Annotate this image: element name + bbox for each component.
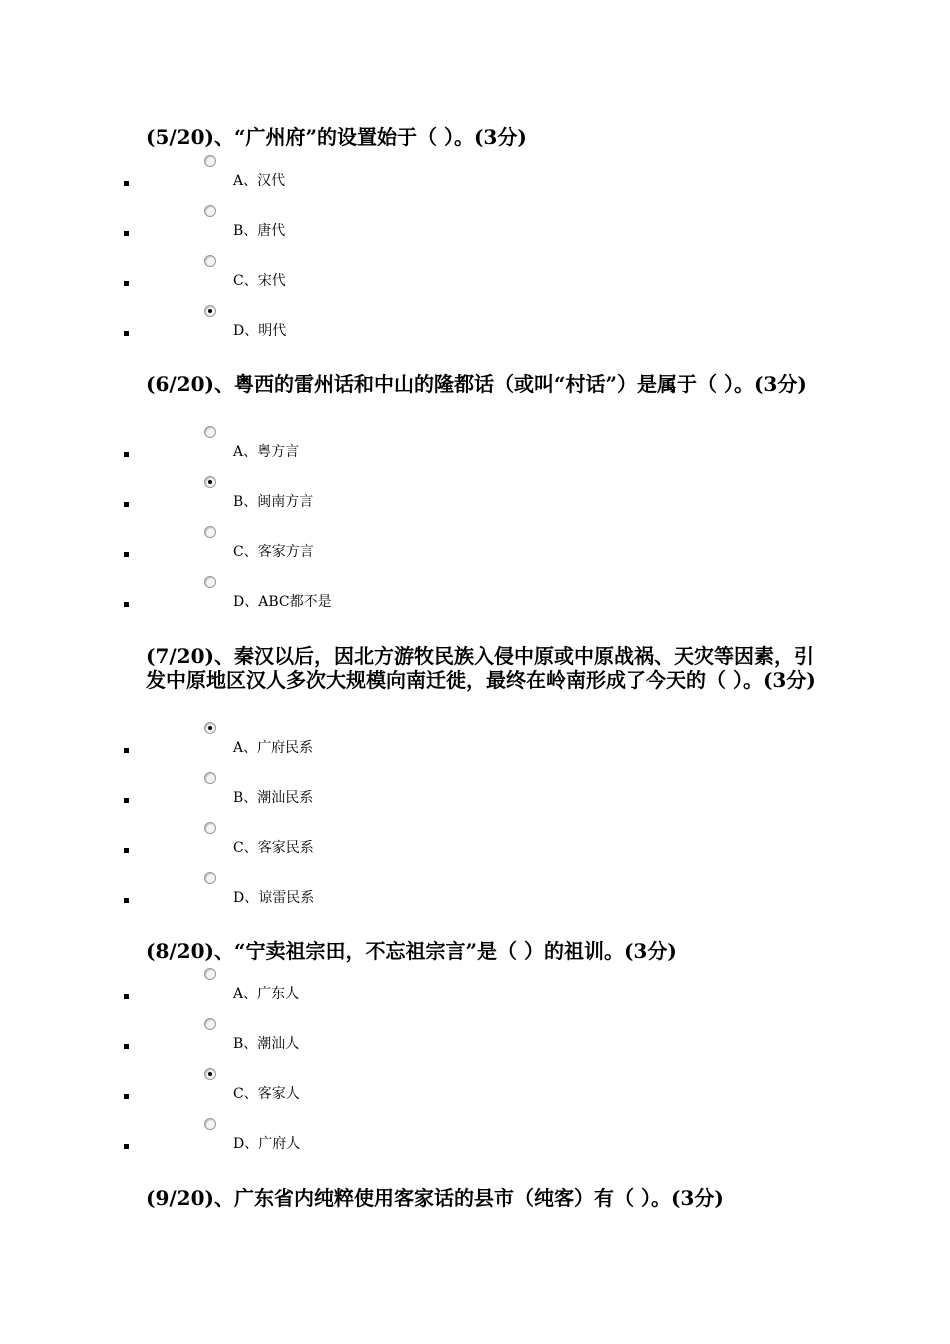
- answer-option[interactable]: [0, 822, 950, 872]
- answer-option[interactable]: [0, 305, 950, 355]
- list-bullet: [124, 452, 129, 457]
- list-bullet: [124, 231, 129, 236]
- option-label: B、闽南方言: [233, 494, 314, 510]
- radio-button[interactable]: [204, 822, 216, 834]
- option-label: B、潮汕人: [233, 1036, 300, 1052]
- radio-button[interactable]: [204, 1118, 216, 1130]
- radio-button-selected[interactable]: [204, 722, 216, 734]
- list-bullet: [124, 1044, 129, 1049]
- answer-option[interactable]: [0, 968, 950, 1018]
- list-bullet: [124, 1094, 129, 1099]
- radio-dot-icon: [208, 726, 212, 730]
- radio-button-selected[interactable]: [204, 1068, 216, 1080]
- option-label: C、客家方言: [233, 544, 314, 560]
- list-bullet: [124, 502, 129, 507]
- answer-option[interactable]: [0, 155, 950, 205]
- radio-button[interactable]: [204, 426, 216, 438]
- radio-button-selected[interactable]: [204, 305, 216, 317]
- option-label: D、ABC都不是: [233, 594, 332, 610]
- answer-option[interactable]: [0, 1018, 950, 1068]
- answer-option[interactable]: [0, 255, 950, 305]
- radio-dot-icon: [208, 480, 212, 484]
- question-text: (7/20)、秦汉以后，因北方游牧民族入侵中原或中原战祸、天灾等因素，引发中原地区汉人多次大规模向南迁徙，最终在岭南形成了今天的（ ）。(3分): [146, 644, 816, 692]
- option-label: D、广府人: [233, 1136, 301, 1152]
- radio-button[interactable]: [204, 968, 216, 980]
- list-bullet: [124, 602, 129, 607]
- option-label: A、汉代: [233, 173, 286, 189]
- list-bullet: [124, 281, 129, 286]
- radio-button[interactable]: [204, 1018, 216, 1030]
- list-bullet: [124, 848, 129, 853]
- radio-dot-icon: [208, 1072, 212, 1076]
- question-text: (9/20)、广东省内纯粹使用客家话的县市（纯客）有（ ）。(3分): [146, 1186, 724, 1210]
- list-bullet: [124, 748, 129, 753]
- answer-option[interactable]: [0, 872, 950, 922]
- answer-option[interactable]: [0, 576, 950, 626]
- option-label: A、广东人: [233, 986, 300, 1002]
- radio-button[interactable]: [204, 526, 216, 538]
- answer-option[interactable]: [0, 476, 950, 526]
- question-text: (6/20)、粤西的雷州话和中山的隆都话（或叫“村话”）是属于（ ）。(3分): [146, 372, 807, 396]
- answer-option[interactable]: [0, 526, 950, 576]
- answer-option[interactable]: [0, 1118, 950, 1168]
- list-bullet: [124, 181, 129, 186]
- option-label: A、广府民系: [233, 740, 314, 756]
- option-label: A、粤方言: [233, 444, 300, 460]
- answer-option[interactable]: [0, 205, 950, 255]
- question-text: (5/20)、“广州府”的设置始于（ ）。(3分): [146, 125, 527, 149]
- radio-button-selected[interactable]: [204, 476, 216, 488]
- list-bullet: [124, 331, 129, 336]
- list-bullet: [124, 1144, 129, 1149]
- radio-button[interactable]: [204, 155, 216, 167]
- radio-button[interactable]: [204, 205, 216, 217]
- option-label: B、唐代: [233, 223, 286, 239]
- option-label: B、潮汕民系: [233, 790, 314, 806]
- option-label: D、明代: [233, 323, 287, 339]
- radio-button[interactable]: [204, 255, 216, 267]
- answer-option[interactable]: [0, 1068, 950, 1118]
- list-bullet: [124, 994, 129, 999]
- option-label: D、谅雷民系: [233, 890, 315, 906]
- radio-button[interactable]: [204, 872, 216, 884]
- option-label: C、客家人: [233, 1086, 300, 1102]
- list-bullet: [124, 798, 129, 803]
- option-label: C、宋代: [233, 273, 286, 289]
- radio-button[interactable]: [204, 772, 216, 784]
- radio-dot-icon: [208, 309, 212, 313]
- answer-option[interactable]: [0, 722, 950, 772]
- radio-button[interactable]: [204, 576, 216, 588]
- answer-option[interactable]: [0, 426, 950, 476]
- question-text: (8/20)、“宁卖祖宗田，不忘祖宗言”是（ ）的祖训。(3分): [146, 939, 677, 963]
- answer-option[interactable]: [0, 772, 950, 822]
- option-label: C、客家民系: [233, 840, 314, 856]
- list-bullet: [124, 552, 129, 557]
- list-bullet: [124, 898, 129, 903]
